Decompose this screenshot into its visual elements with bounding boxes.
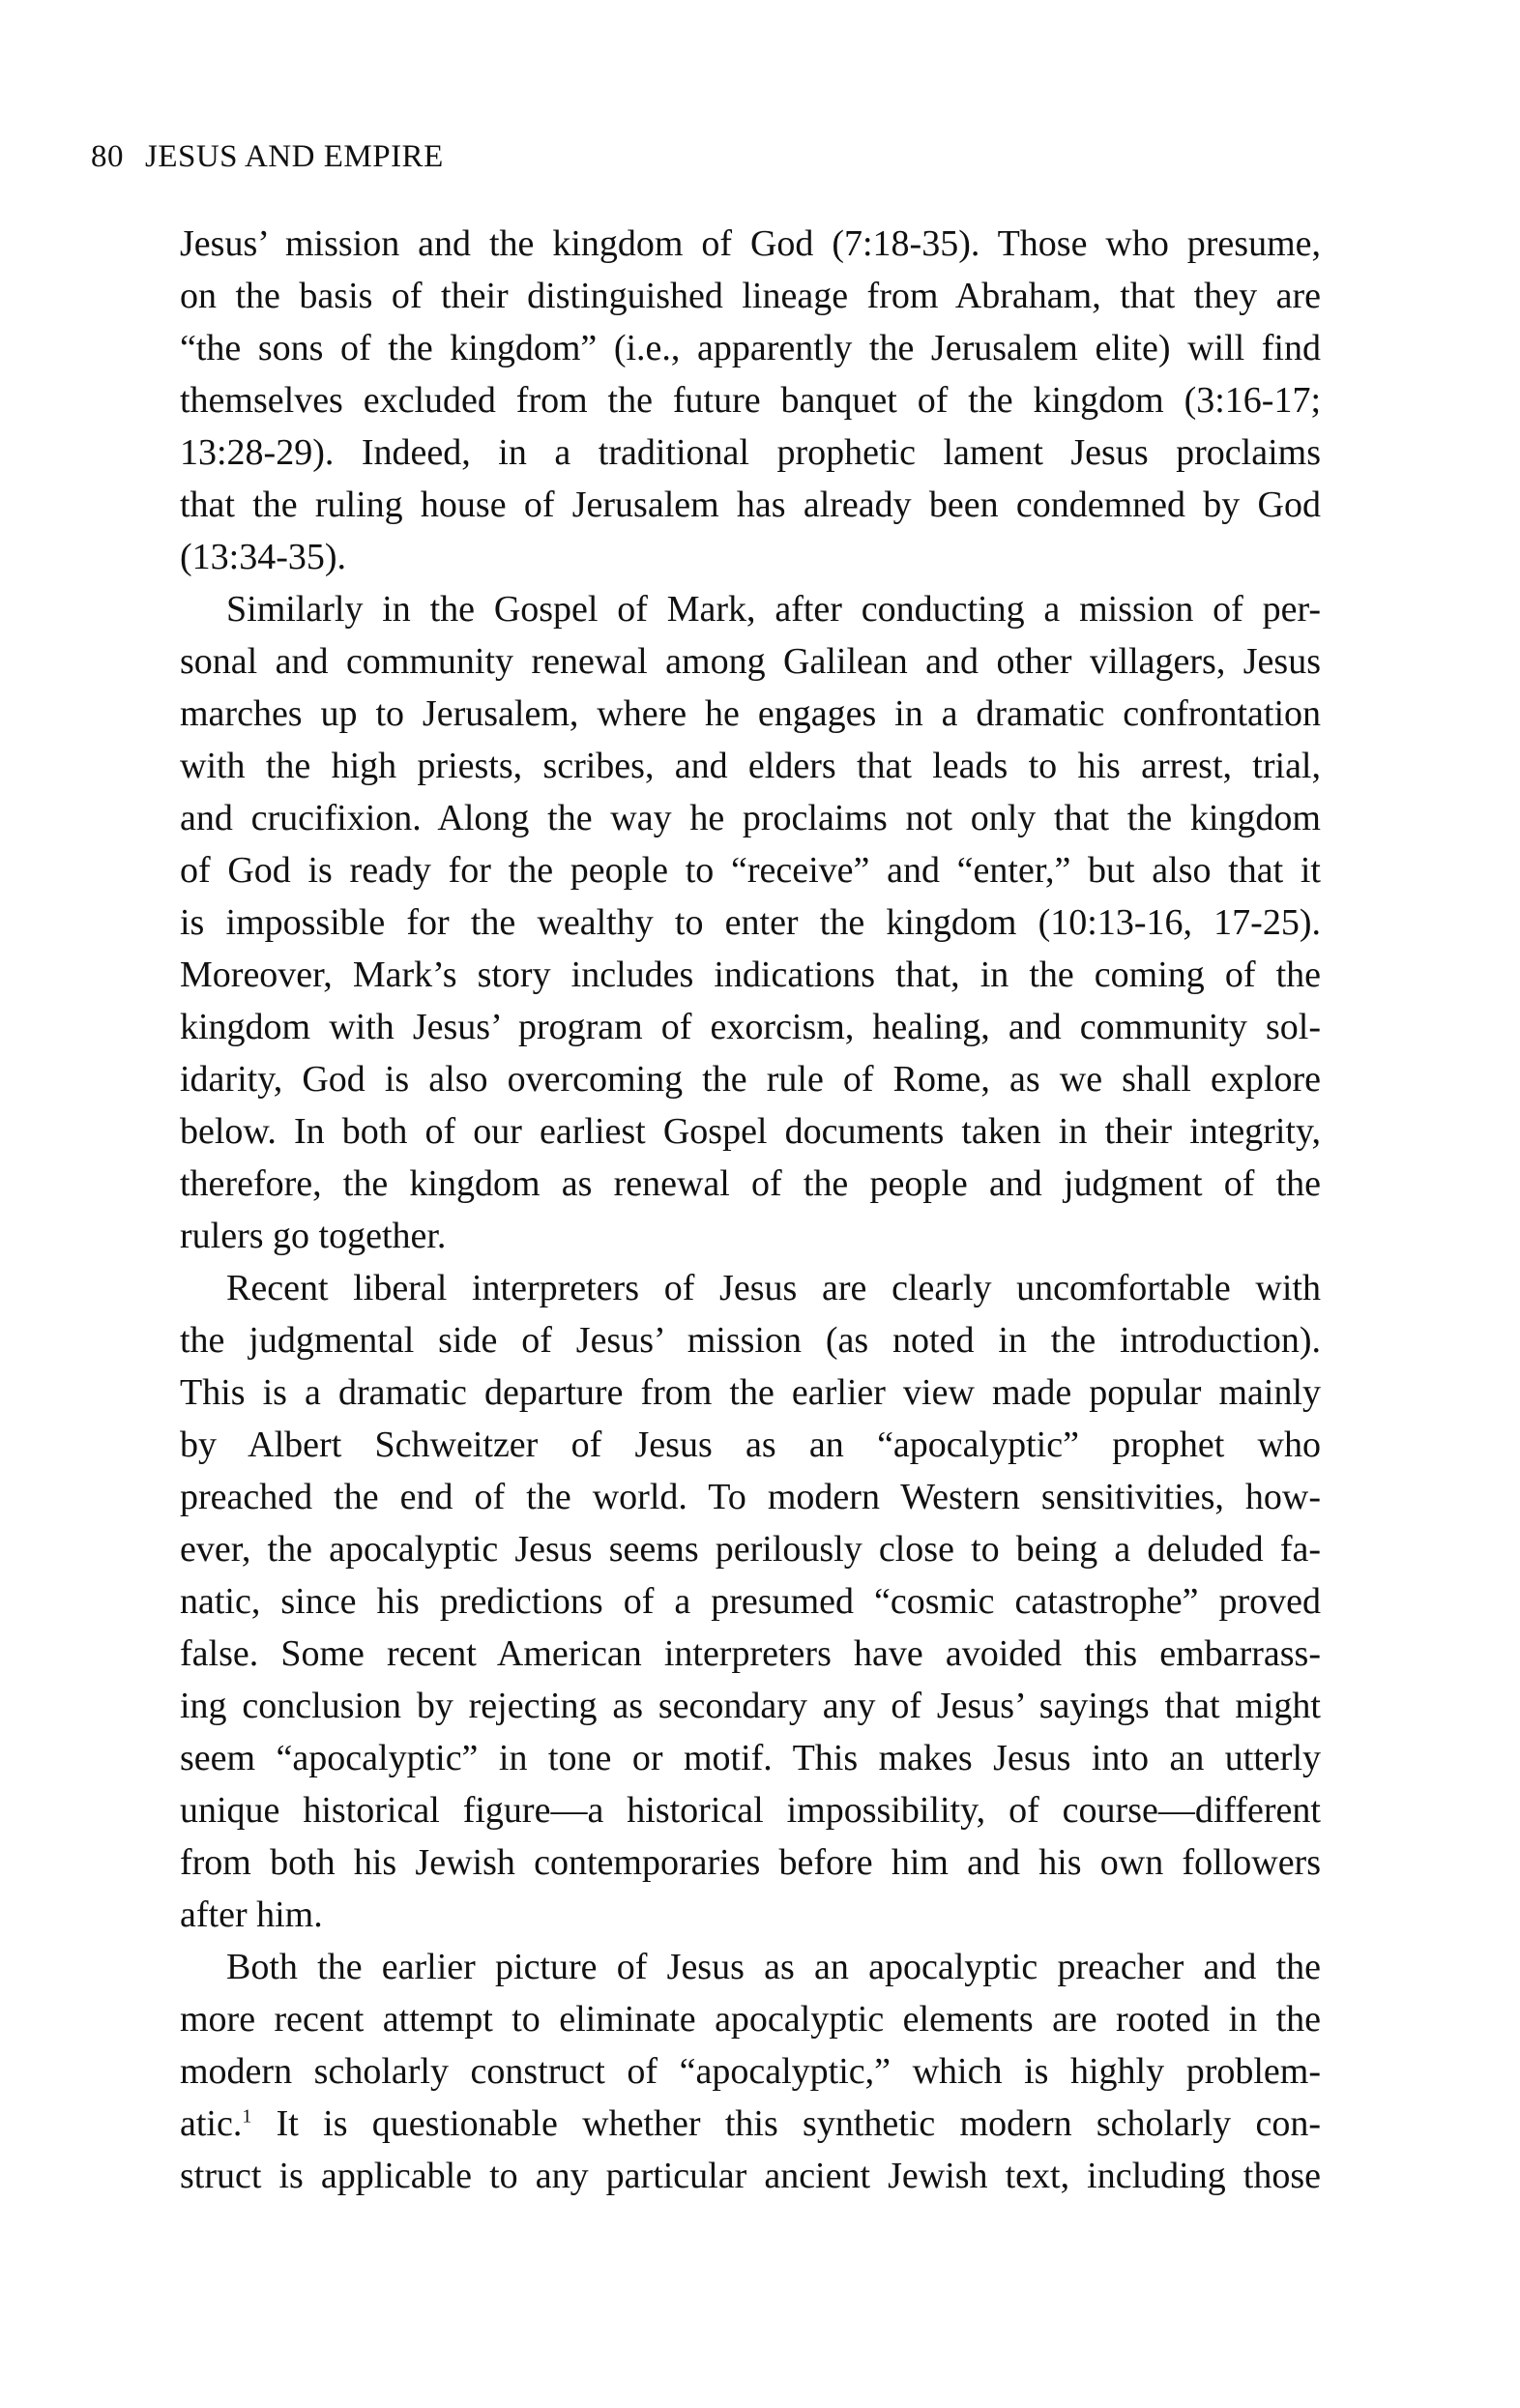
text-line: unique historical figure—a historical impossibility, of course—different — [180, 1790, 1321, 1831]
text-line: ing conclusion by rejecting as secondary any of Jesus’ sayings that might — [180, 1686, 1321, 1726]
line-rest: It is questionable whether this synthetic modern scholarly con- — [276, 2103, 1321, 2144]
text-line: below. In both of our earliest Gospel documents taken in their integrity, — [180, 1111, 1321, 1152]
text-line: kingdom with Jesus’ program of exorcism, healing, and community sol- — [180, 1007, 1321, 1047]
text-line: natic, since his predictions of a presumed “cosmic catastrophe” proved — [180, 1581, 1321, 1622]
text-line: false. Some recent American interpreters have avoided this embarrass- — [180, 1633, 1321, 1674]
text-line: marches up to Jerusalem, where he engages in a dramatic confrontation — [180, 693, 1321, 734]
text-line: with the high priests, scribes, and elders that leads to his arrest, trial, — [180, 746, 1321, 786]
text-line: Moreover, Mark’s story includes indications that, in the coming of the — [180, 954, 1321, 995]
text-line: sonal and community renewal among Galilean and other villagers, Jesus — [180, 641, 1321, 682]
running-title: JESUS AND EMPIRE — [145, 139, 444, 174]
line-prefix: atic. — [180, 2103, 243, 2144]
text-line: on the basis of their distinguished lineage from Abraham, that they are — [180, 276, 1321, 316]
text-line: Recent liberal interpreters of Jesus are clearly uncomfortable with — [226, 1268, 1321, 1308]
body-text — [180, 218, 1321, 2202]
text-line: Both the earlier picture of Jesus as an apocalyptic preacher and the — [226, 1947, 1321, 1987]
text-line: by Albert Schweitzer of Jesus as an “apocalyptic” prophet who — [180, 1424, 1321, 1465]
text-line: the judgmental side of Jesus’ mission (as noted in the introduction). — [180, 1320, 1321, 1361]
text-line: themselves excluded from the future banquet of the kingdom (3:16-17; — [180, 380, 1321, 421]
page-number: 80 — [91, 139, 124, 174]
text-line: preached the end of the world. To modern Western sensitivities, how- — [180, 1477, 1321, 1517]
text-line: “the sons of the kingdom” (i.e., apparently the Jerusalem elite) will find — [180, 328, 1321, 368]
text-line: Jesus’ mission and the kingdom of God (7:18-35). Those who presume, — [180, 223, 1321, 264]
text-line: is impossible for the wealthy to enter the kingdom (10:13-16, 17-25). — [180, 902, 1321, 943]
footnote-marker[interactable]: 1 — [242, 2105, 252, 2128]
text-line: that the ruling house of Jerusalem has already been condemned by God — [180, 485, 1321, 525]
text-line: of God is ready for the people to “receive” and “enter,” but also that it — [180, 850, 1321, 891]
text-line: ever, the apocalyptic Jesus seems perilously close to being a deluded fa- — [180, 1529, 1321, 1570]
text-line: more recent attempt to eliminate apocalyptic elements are rooted in the — [180, 1999, 1321, 2040]
text-line: This is a dramatic departure from the earlier view made popular mainly — [180, 1372, 1321, 1413]
text-line: 13:28-29). Indeed, in a traditional prophetic lament Jesus proclaims — [180, 432, 1321, 473]
text-line-with-footnote — [180, 2098, 1321, 2150]
text-line: and crucifixion. Along the way he proclaims not only that the kingdom — [180, 798, 1321, 838]
text-line: after him. — [180, 1894, 323, 1935]
running-head — [91, 137, 444, 176]
text-line: modern scholarly construct of “apocalyptic,” which is highly problem- — [180, 2051, 1321, 2092]
text-line: Similarly in the Gospel of Mark, after conducting a mission of per- — [226, 589, 1321, 630]
text-line: idarity, God is also overcoming the rule of Rome, as we shall explore — [180, 1059, 1321, 1100]
text-line: rulers go together. — [180, 1216, 447, 1256]
text-line: (13:34-35). — [180, 537, 347, 577]
text-line: struct is applicable to any particular ancient Jewish text, including those — [180, 2156, 1321, 2196]
text-line: seem “apocalyptic” in tone or motif. This makes Jesus into an utterly — [180, 1738, 1321, 1778]
text-line: from both his Jewish contemporaries before him and his own followers — [180, 1842, 1321, 1883]
text-line: therefore, the kingdom as renewal of the people and judgment of the — [180, 1163, 1321, 1204]
